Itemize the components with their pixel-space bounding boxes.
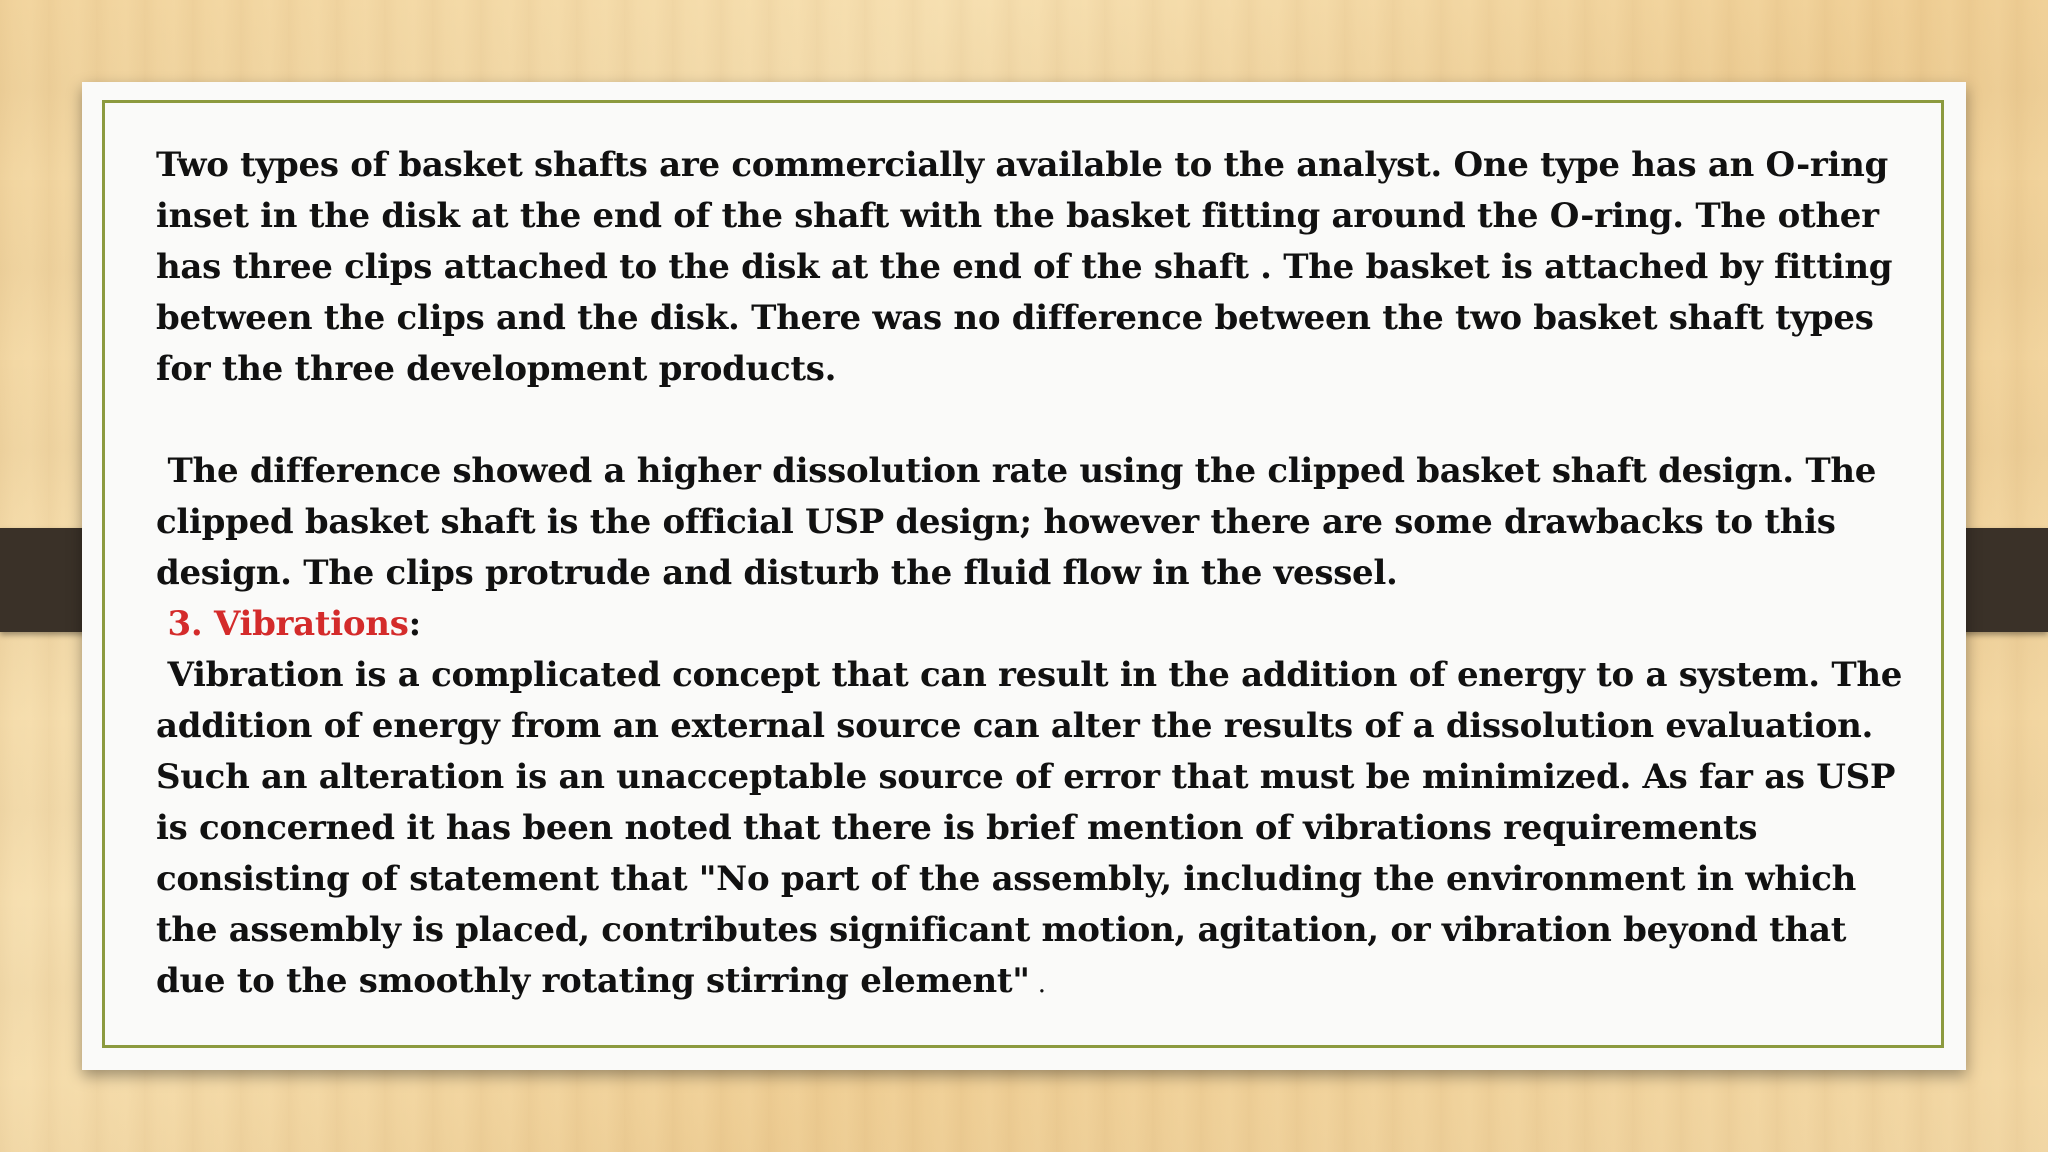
section-heading-title: 3. Vibrations — [167, 604, 409, 644]
section-heading-colon: : — [408, 604, 421, 644]
paragraph-basket-shafts: Two types of basket shafts are commercially available to the analyst. One type has an O-ring inset in the disk at the end of the shaft with the basket fitting around the O-ring. The other has three clips attached to the disk at the end of the shaft . The basket is attached by fitting between the clips and the disk. There was no difference between the two basket shaft types for the three development products. — [156, 145, 1893, 389]
slide-content — [156, 140, 1906, 1010]
paragraph-vibration-end: . — [1029, 969, 1046, 999]
paragraph-vibration — [156, 650, 1906, 1010]
paragraph-difference — [156, 446, 1906, 599]
paragraph-difference-text: The difference showed a higher dissolution rate using the clipped basket shaft design. The clipped basket shaft is the official USP design; however there are some drawbacks to this design. The clips protrude and disturb the fluid flow in the vessel. — [156, 451, 1877, 593]
paragraph-vibration-text: Vibration is a complicated concept that can result in the addition of energy to a system. The addition of energy from an external source can alter the results of a dissolution evaluation. Such an alteration is an unacceptable source of error that must be minimized. As far as USP is concerned it has been noted that there is brief mention of vibrations requirements consisting of statement that "No part of the assembly, including the environment in which the assembly is placed, contributes significant motion, agitation, or vibration beyond that due to the smoothly rotating stirring element" — [156, 655, 1903, 1001]
paragraph-gap — [156, 395, 1906, 446]
section-heading — [156, 599, 1906, 650]
